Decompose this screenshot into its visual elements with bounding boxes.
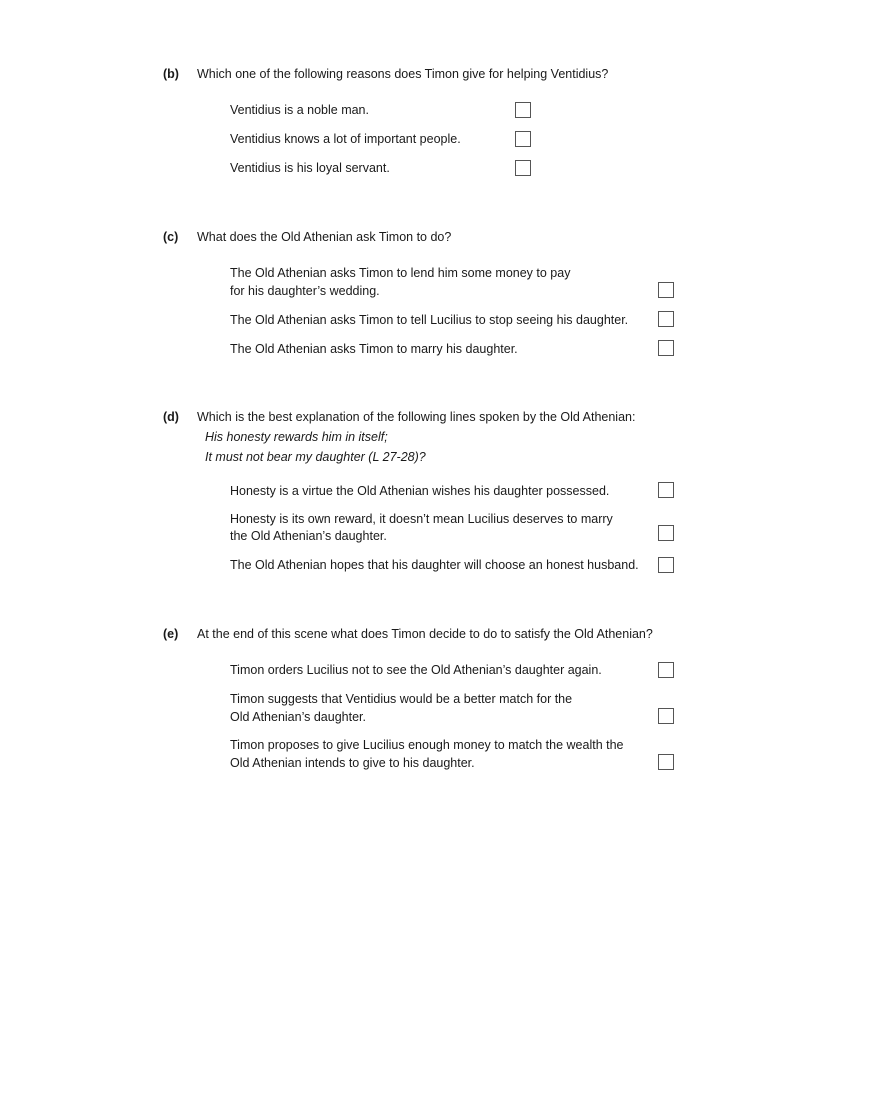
question-c-checkbox-3[interactable] xyxy=(658,340,674,356)
question-b-checkbox-1[interactable] xyxy=(515,102,531,118)
question-e-option-2-line-1: Timon suggests that Ventidius would be a better match for the xyxy=(230,692,573,706)
question-e-option-1: Timon orders Lucilius not to see the Old Athenian’s daughter again. xyxy=(230,663,602,677)
question-e-checkbox-2[interactable] xyxy=(658,708,674,724)
question-b-option-2: Ventidius knows a lot of important people. xyxy=(230,132,461,146)
question-c-option-1-line-1: The Old Athenian asks Timon to lend him some money to pay xyxy=(230,266,571,280)
question-b-label: (b) xyxy=(163,67,179,81)
question-c-option-1-line-2: for his daughter’s wedding. xyxy=(230,284,380,298)
question-d-option-2-line-2: the Old Athenian’s daughter. xyxy=(230,529,387,543)
question-c-option-2: The Old Athenian asks Timon to tell Lucilius to stop seeing his daughter. xyxy=(230,313,629,327)
question-d-quote-line-2: It must not bear my daughter (L 27-28)? xyxy=(205,450,426,464)
question-e-option-3-line-2: Old Athenian intends to give to his daughter. xyxy=(230,756,475,770)
question-e-text: At the end of this scene what does Timon decide to do to satisfy the Old Athenian? xyxy=(197,627,653,641)
question-d-option-2-line-1: Honesty is its own reward, it doesn’t mean Lucilius deserves to marry xyxy=(230,512,613,526)
question-b-checkbox-2[interactable] xyxy=(515,131,531,147)
question-d-quote-line-1: His honesty rewards him in itself; xyxy=(205,430,388,444)
question-c-label: (c) xyxy=(163,230,179,244)
question-d-checkbox-3[interactable] xyxy=(658,557,674,573)
question-e-option-2-line-2: Old Athenian’s daughter. xyxy=(230,710,366,724)
question-b-option-1: Ventidius is a noble man. xyxy=(230,103,369,117)
question-d-label: (d) xyxy=(163,410,179,424)
question-c-checkbox-1[interactable] xyxy=(658,282,674,298)
question-b-text: Which one of the following reasons does Timon give for helping Ventidius? xyxy=(197,67,609,81)
question-d-checkbox-2[interactable] xyxy=(658,525,674,541)
question-d-option-3: The Old Athenian hopes that his daughter will choose an honest husband. xyxy=(230,558,639,572)
question-d-text: Which is the best explanation of the following lines spoken by the Old Athenian: xyxy=(197,410,636,424)
question-e-checkbox-3[interactable] xyxy=(658,754,674,770)
question-e-checkbox-1[interactable] xyxy=(658,662,674,678)
question-b-option-3: Ventidius is his loyal servant. xyxy=(230,161,390,175)
question-e-option-3-line-1: Timon proposes to give Lucilius enough money to match the wealth the xyxy=(230,738,624,752)
question-c-checkbox-2[interactable] xyxy=(658,311,674,327)
question-d-checkbox-1[interactable] xyxy=(658,482,674,498)
question-b-checkbox-3[interactable] xyxy=(515,160,531,176)
question-d-option-1: Honesty is a virtue the Old Athenian wishes his daughter possessed. xyxy=(230,484,610,498)
question-e-label: (e) xyxy=(163,627,179,641)
question-c-option-3: The Old Athenian asks Timon to marry his daughter. xyxy=(230,342,518,356)
question-c-text: What does the Old Athenian ask Timon to do? xyxy=(197,230,452,244)
